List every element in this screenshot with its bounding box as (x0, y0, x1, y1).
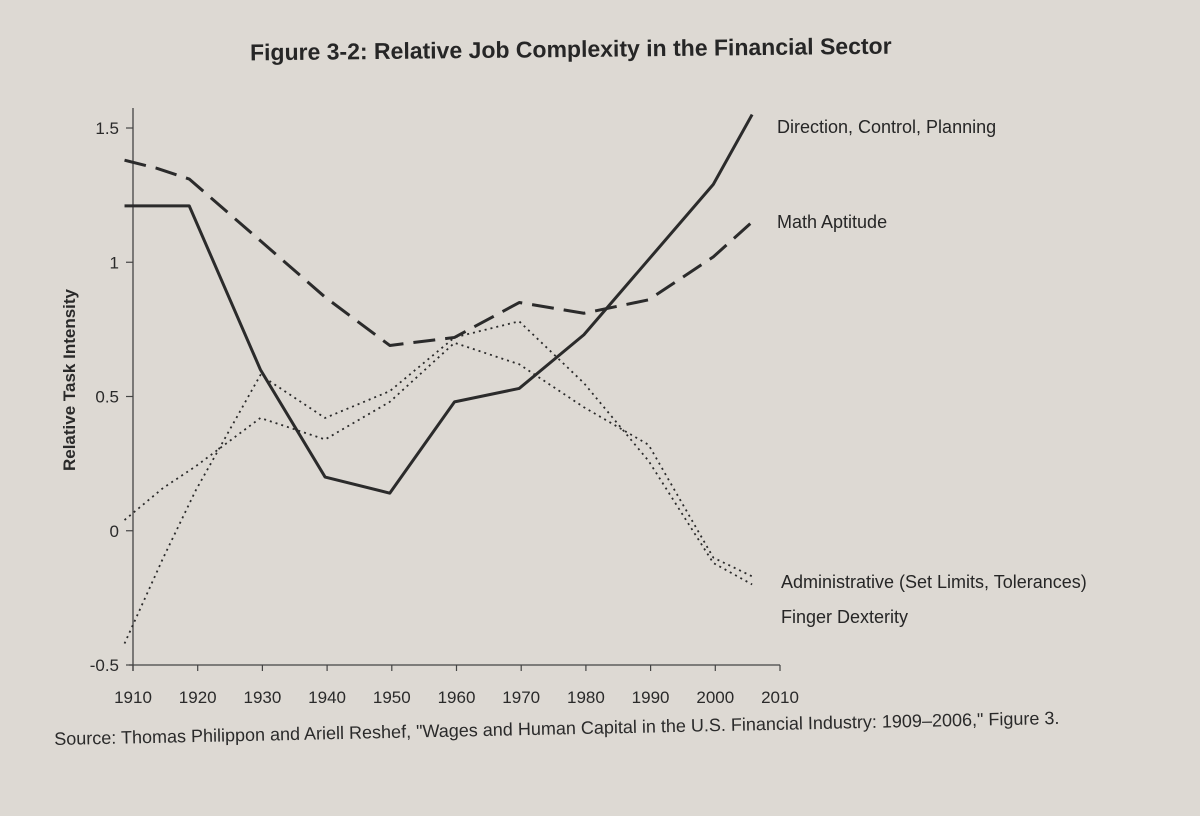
y-tick-label: 0 (109, 521, 119, 541)
series-label-2: Math Aptitude (777, 212, 888, 232)
x-tick-label: 1940 (308, 688, 347, 707)
x-tick-label: 1930 (243, 688, 282, 707)
series-line-3 (125, 343, 753, 577)
y-tick-label: -0.5 (89, 656, 119, 675)
series-label-3: Administrative (Set Limits, Tolerances) (781, 572, 1087, 592)
series-label-4: Finger Dexterity (781, 607, 909, 627)
series-label-1: Direction, Control, Planning (777, 117, 997, 137)
x-tick-label: 2010 (761, 688, 799, 707)
series-line-1 (125, 115, 753, 494)
y-tick-label: 0.5 (95, 387, 119, 407)
source-note: Source: Thomas Philippon and Ariell Reshef, "Wages and Human Capital in the U.S. Financial Industry: 1909–2006," Figure 3. (54, 707, 1060, 749)
y-axis-label: Relative Task Intensity (60, 288, 79, 472)
x-tick-label: 1950 (372, 688, 411, 707)
x-tick-label: 1990 (631, 688, 670, 707)
x-tick-label: 2000 (696, 688, 735, 707)
y-tick-label: 1.5 (95, 119, 119, 138)
x-tick-label: 1910 (114, 688, 152, 707)
chart-title: Figure 3-2: Relative Job Complexity in the Financial Sector (249, 32, 892, 66)
y-tick-label: 1 (109, 253, 119, 273)
x-tick-label: 1960 (437, 688, 476, 707)
series-line-2 (125, 160, 753, 345)
x-tick-label: 1970 (502, 688, 541, 707)
x-tick-label: 1980 (566, 688, 605, 707)
x-tick-label: 1920 (178, 688, 217, 707)
series-line-4 (125, 321, 753, 643)
